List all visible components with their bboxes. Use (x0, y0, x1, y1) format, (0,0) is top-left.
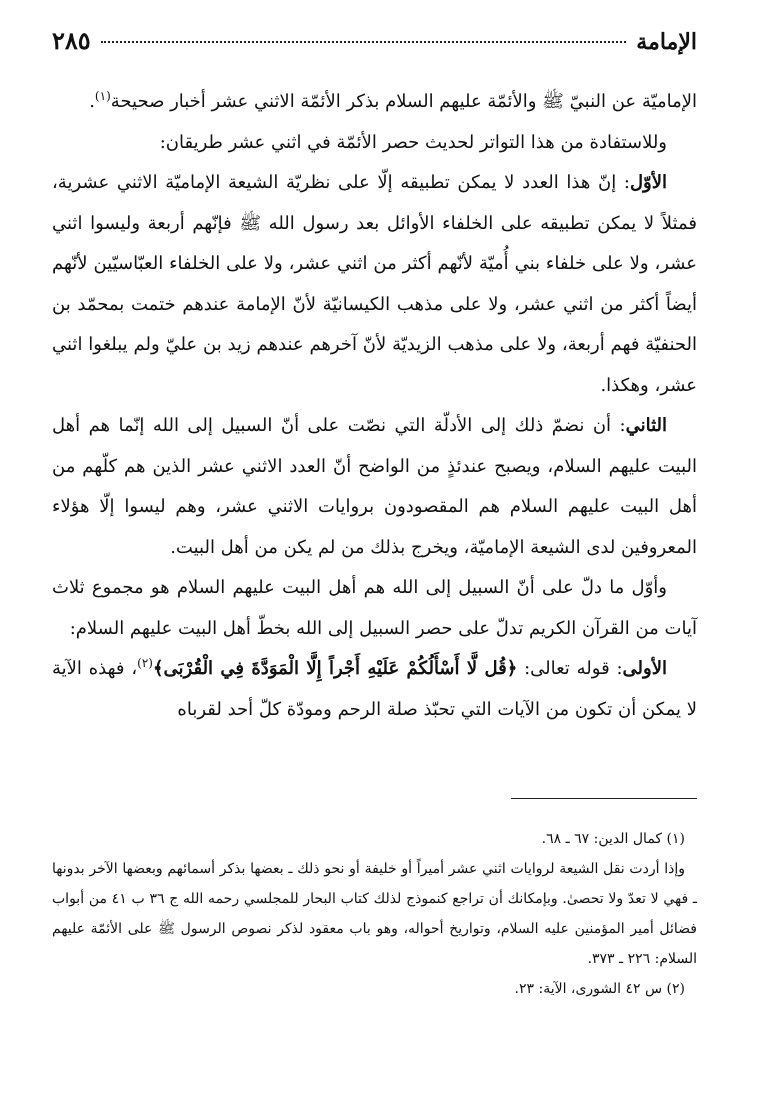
footnote-ref-1[interactable]: (١) (94, 89, 111, 103)
first-verse-commentary: ، فهذه الآية لا يمكن أن تكون من الآيات التي تحبّذ صلة الرحم ومودّة كلّ أحد لقرباه (52, 658, 697, 720)
page-number: ٢٨٥ (52, 26, 91, 55)
footnote-1-continuation: وإذا أردت نقل الشيعة لروايات اثني عشر أميراً أو خليفة أو نحو ذلك ـ بعضها بذكر أسمائهم وبعضها الآخر بدونها ـ فهي لا تعدّ ولا تحصىٰ. وبإمكانك أن تراجع كنموذج لذلك كتاب البحار للمجلسي رحمه الله ج ٣٦ ب ٤١ من أبواب فضائل أمير المؤمنين عليه السلام، وتواريخ أحواله، وهو باب معقود لذكر نصوص الرسول ﷺ على الأئمّة عليهم السلام: ٢٢٦ ـ ٣٧٣. (52, 861, 697, 967)
paragraph-first-way (52, 163, 697, 406)
footnote-1: (١) كمال الدين: ٦٧ ـ ٦٨. (541, 831, 685, 847)
book-page (52, 26, 697, 1096)
footnote-2: (٢) س ٤٢ الشورى، الآية: ٢٣. (514, 981, 685, 997)
first-verse-label: الأولى (622, 658, 667, 679)
quran-verse: ﴿قُل لَّا أَسْأَلُكُمْ عَلَيْهِ أَجْراً إِلَّا الْمَوَدَّةَ فِي الْقُرْبَى﴾ (152, 658, 518, 679)
chapter-title: الإمامة (636, 29, 697, 55)
footnote-separator (511, 798, 697, 799)
second-way-label: الثاني (625, 415, 667, 436)
paragraph-text: الإماميّة عن النبيّ ﷺ والأئمّة عليهم السلام بذكر الأئمّة الاثني عشر أخبار صحيحة (110, 91, 697, 112)
second-way-text: : أن نضمّ ذلك إلى الأدلّة التي نصّت على أنّ السبيل إلى الله إنّما هم أهل البيت عليهم السلام، ويصبح عندئذٍ من الواضح أنّ العدد الاثني عشر الذين هم كلّهم من أهل البيت عليهم السلام هم المقصودون بروايات الاثني عشر، وهم ليسوا إلّا هؤلاء المعروفين لدى الشيعة الإماميّة، ويخرج بذلك من لم يكن من أهل البيت. (52, 415, 697, 558)
paragraph-three-verses: وأوّل ما دلّ على أنّ السبيل إلى الله هم أهل البيت عليهم السلام هو مجموع ثلاث آيات من القرآن الكريم تدلّ على حصر السبيل إلى الله بخطّ أهل البيت عليهم السلام: (52, 577, 697, 639)
main-text (52, 82, 697, 730)
paragraph-intro: وللاستفادة من هذا التواتر لحديث حصر الأئمّة في اثني عشر طريقان: (159, 131, 667, 153)
header-dot-leader (101, 41, 627, 43)
first-way-label: الأوّل (629, 172, 667, 193)
running-header (52, 26, 697, 60)
footnotes (52, 824, 697, 1004)
first-way-text: : إنّ هذا العدد لا يمكن تطبيقه إلّا على نظريّة الشيعة الإماميّة الاثني عشرية، فمثلاً لا يمكن تطبيقه على الخلفاء الأوائل بعد رسول الله ﷺ فإنّهم أربعة وليسوا اثني عشر، ولا على خلفاء بني أُميّة لأنّهم أكثر من اثني عشر، ولا على الخلفاء العبّاسيّين لأنّهم أيضاً أكثر من اثني عشر، ولا على مذهب الكيسانيّة لأنّ الإمامة عندهم ختمت بمحمّد بن الحنفيّة فهم أربعة، ولا على مذهب الزيديّة لأنّ آخرهم عندهم زيد بن عليّ ولم يبلغوا اثني عشر، وهكذا. (52, 172, 697, 396)
paragraph-first-verse (52, 649, 697, 730)
first-verse-intro: : قوله تعالى: (517, 658, 623, 679)
footnote-ref-2[interactable]: (٢) (137, 656, 153, 670)
paragraph-second-way (52, 406, 697, 568)
paragraph-continuation: الإماميّة عن النبيّ ﷺ والأئمّة عليهم السلام بذكر الأئمّة الاثني عشر أخبار صحيحة$^{(١)}$. (89, 89, 697, 112)
